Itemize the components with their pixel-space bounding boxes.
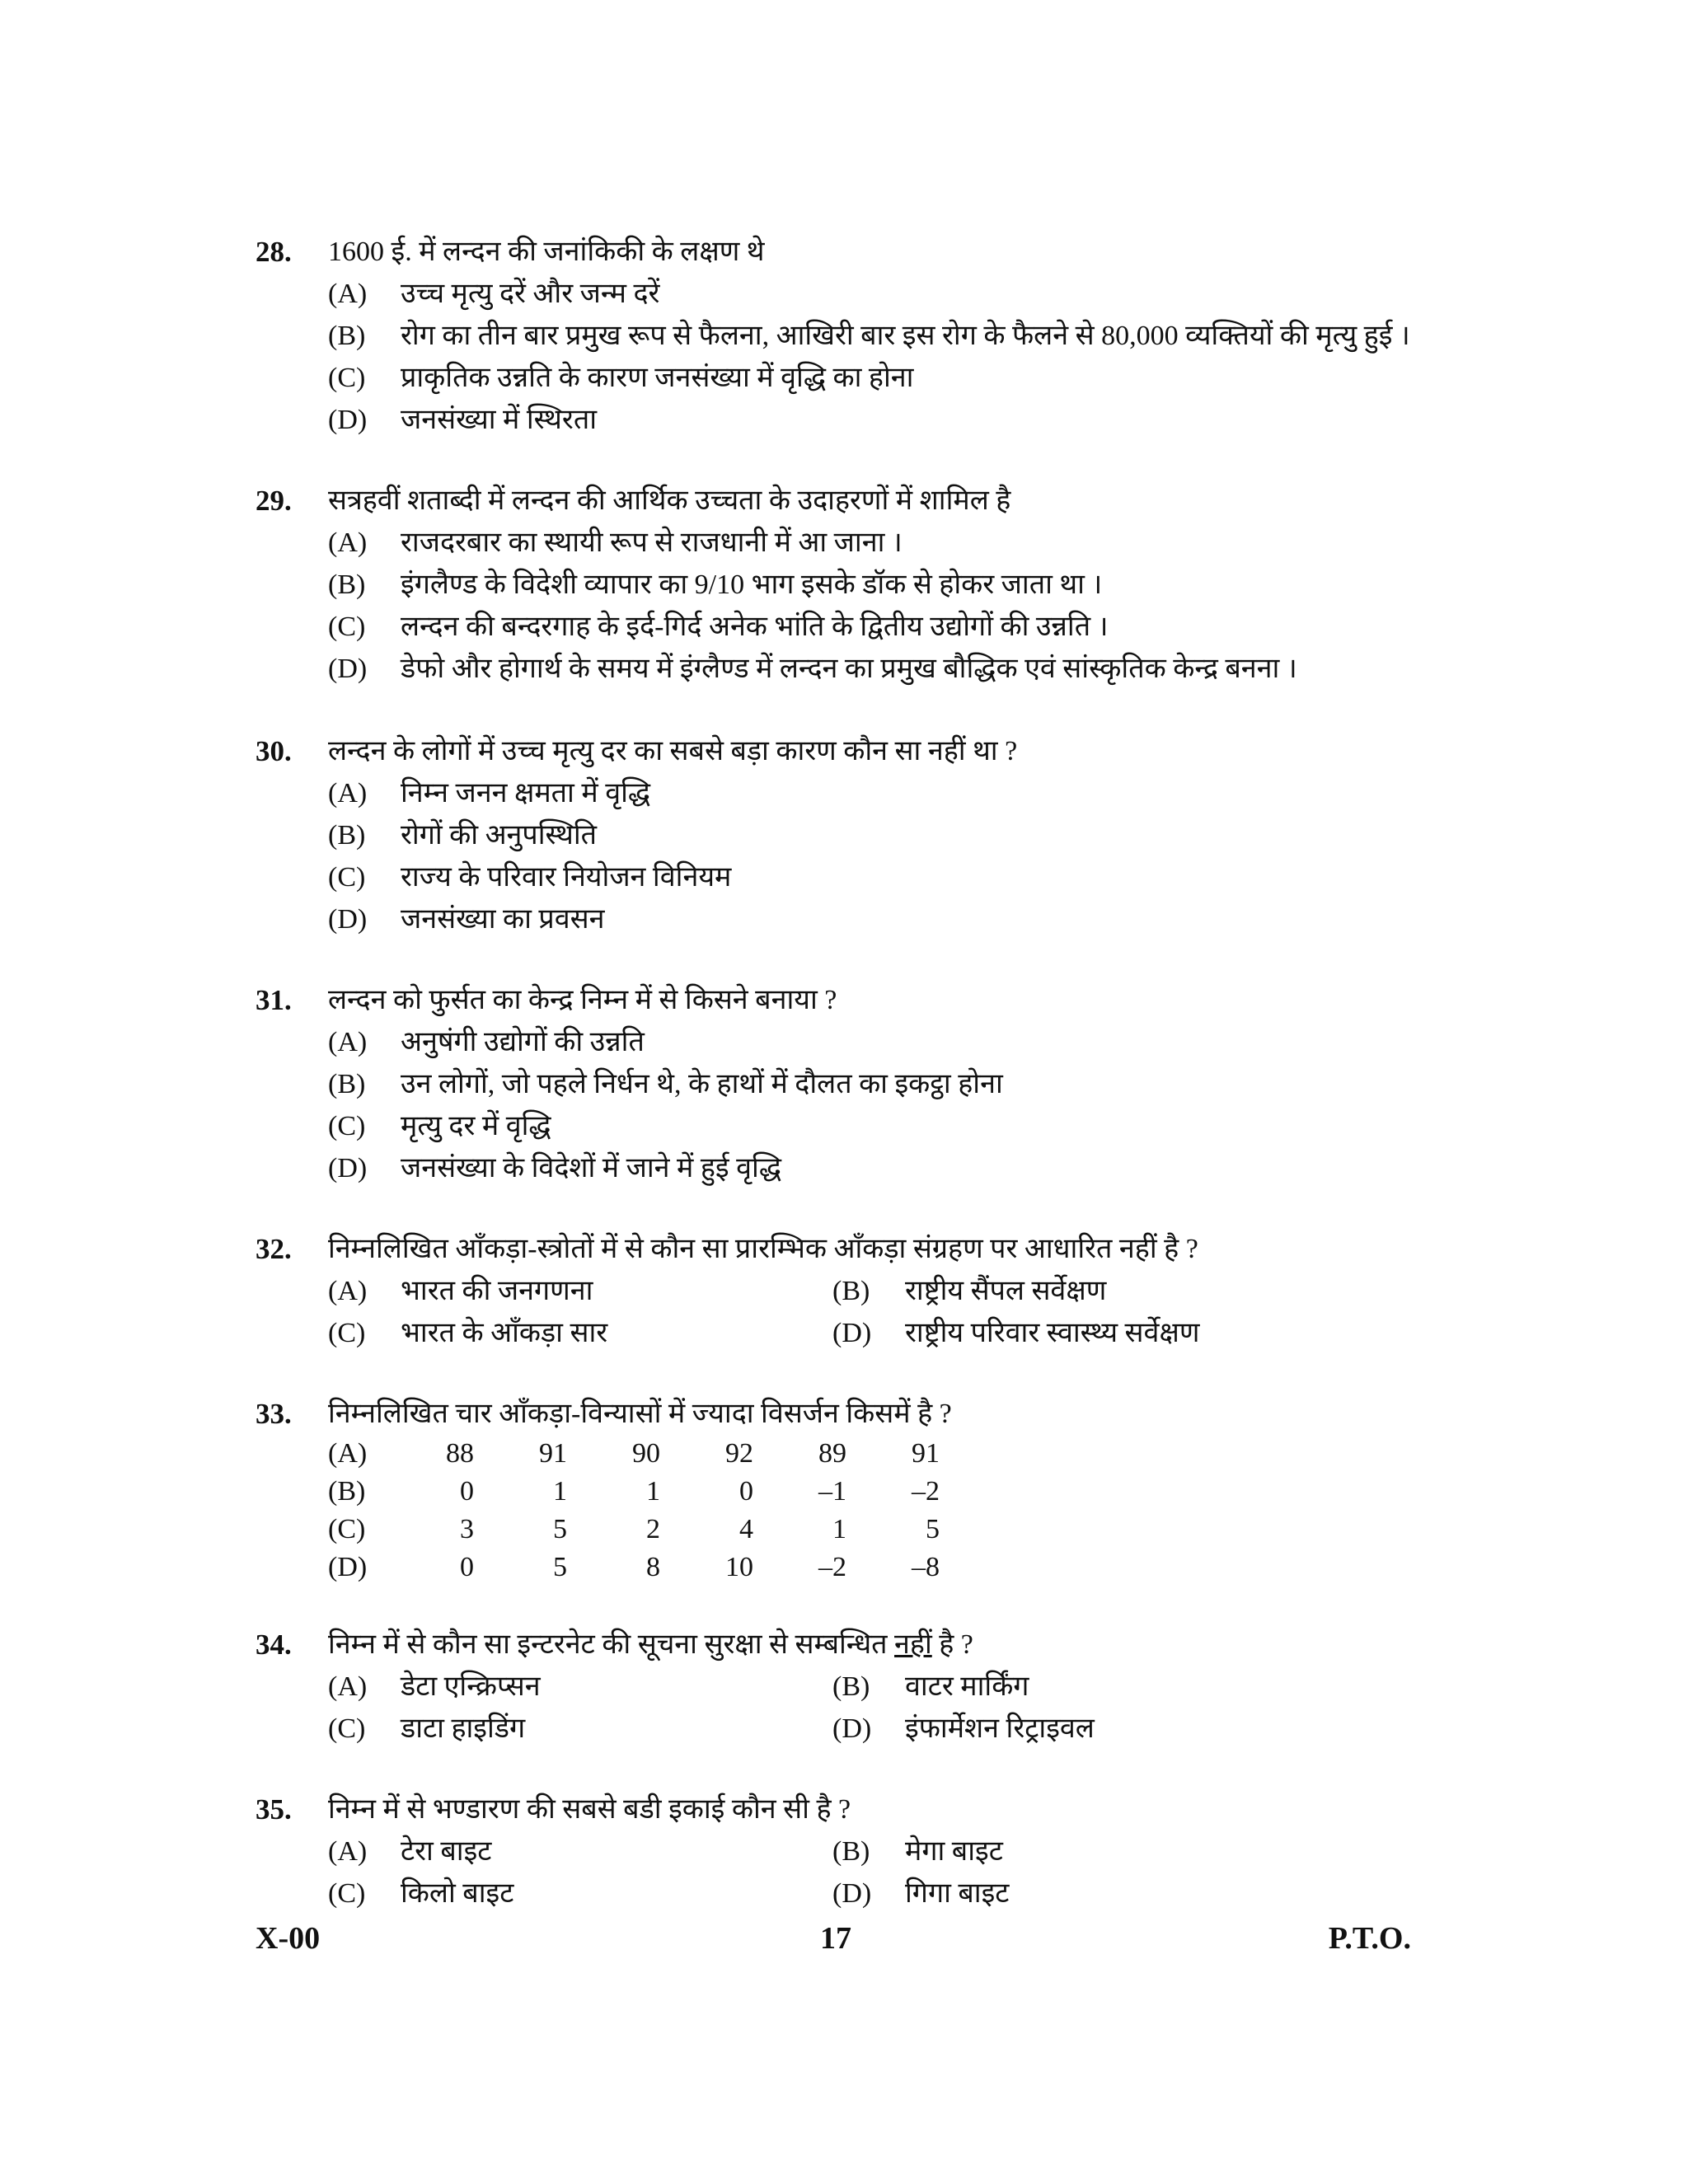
data-sets-table <box>328 1435 940 1586</box>
question-31 <box>256 979 1442 1189</box>
options-grid <box>256 1830 1442 1915</box>
data-value: –1 <box>818 1476 846 1507</box>
option-label: (C) <box>328 1713 366 1744</box>
question-number: 31. <box>256 984 292 1016</box>
options-grid <box>256 1270 1442 1354</box>
option-text: निम्न जनन क्षमता में वृद्धि <box>401 778 651 808</box>
data-value: 0 <box>739 1476 753 1507</box>
data-value: –8 <box>912 1552 940 1582</box>
option-text: राष्ट्रीय परिवार स्वास्थ्य सर्वेक्षण <box>905 1318 1200 1348</box>
option-a <box>328 1666 832 1708</box>
option-text: इंगलैण्ड के विदेशी व्यापार का 9/10 भाग इसके डॉक से होकर जाता था । <box>401 569 1103 600</box>
option-text: टेरा बाइट <box>401 1836 492 1867</box>
option-text: जनसंख्या में स्थिरता <box>401 405 597 435</box>
question-number: 35. <box>256 1793 292 1825</box>
data-value: 8 <box>646 1552 660 1582</box>
data-value: 1 <box>832 1514 846 1544</box>
option-a <box>328 522 1442 564</box>
data-value: 4 <box>739 1514 753 1544</box>
option-label: (B) <box>328 820 366 851</box>
data-set-row <box>328 1549 940 1586</box>
data-value: 91 <box>912 1438 940 1469</box>
option-a <box>328 1270 832 1312</box>
option-label: (A) <box>328 1027 368 1057</box>
option-text: डेटा एन्क्रिप्सन <box>401 1671 541 1702</box>
option-text: इंफार्मेशन रिट्राइवल <box>905 1713 1095 1744</box>
option-text: वाटर मार्किंग <box>905 1671 1029 1702</box>
option-label: (B) <box>328 1069 366 1099</box>
option-label: (A) <box>328 1276 368 1306</box>
question-text: 1600 ई. में लन्दन की जनांकिकी के लक्षण थे <box>328 237 765 267</box>
option-label: (B) <box>832 1836 870 1867</box>
row-label: (D) <box>328 1552 368 1582</box>
option-label: (C) <box>328 612 366 642</box>
option-label: (D) <box>832 1318 872 1348</box>
option-label: (B) <box>832 1276 870 1306</box>
option-d <box>832 1312 1426 1354</box>
option-label: (B) <box>328 569 366 600</box>
option-text: भारत की जनगणना <box>401 1276 593 1306</box>
data-value: 91 <box>539 1438 567 1469</box>
option-text: राज्य के परिवार नियोजन विनियम <box>401 862 732 893</box>
option-c <box>328 1872 832 1915</box>
data-set-row <box>328 1473 940 1511</box>
option-b <box>328 814 1442 856</box>
options-list <box>256 522 1442 690</box>
option-label: (C) <box>328 862 366 893</box>
option-text: डेफो और होगार्थ के समय में इंग्लैण्ड में लन्दन का प्रमुख बौद्धिक एवं सांस्कृतिक केन्द्र बनना । <box>401 654 1297 684</box>
question-text <box>328 1629 973 1660</box>
option-label: (A) <box>328 778 368 808</box>
data-value: 5 <box>926 1514 940 1544</box>
option-label: (C) <box>328 1318 366 1348</box>
option-text: भारत के आँकड़ा सार <box>401 1318 608 1348</box>
option-label: (A) <box>328 527 368 558</box>
question-28 <box>256 231 1442 441</box>
option-label: (A) <box>328 1671 368 1702</box>
option-d <box>832 1872 1426 1915</box>
option-a <box>328 1021 1442 1063</box>
option-text: राजदरबार का स्थायी रूप से राजधानी में आ जाना । <box>401 527 903 558</box>
option-text: रोगों की अनुपस्थिति <box>401 820 597 851</box>
data-value: 3 <box>460 1514 474 1544</box>
question-text: लन्दन के लोगों में उच्च मृत्यु दर का सबसे बड़ा कारण कौन सा नहीं था ? <box>328 736 1018 766</box>
option-c <box>328 1312 832 1354</box>
option-d <box>328 399 1442 441</box>
question-29 <box>256 480 1442 690</box>
data-set-row <box>328 1435 940 1473</box>
data-value: 1 <box>553 1476 567 1507</box>
option-label: (D) <box>832 1878 872 1909</box>
question-32 <box>256 1228 1442 1354</box>
option-text: किलो बाइट <box>401 1878 514 1909</box>
option-d <box>328 648 1442 690</box>
option-d <box>328 1147 1442 1189</box>
option-c <box>328 1708 832 1750</box>
options-list <box>256 1021 1442 1189</box>
option-label: (B) <box>328 321 366 351</box>
option-text: राष्ट्रीय सैंपल सर्वेक्षण <box>905 1276 1107 1306</box>
question-number: 28. <box>256 236 292 268</box>
data-set-row <box>328 1511 940 1549</box>
question-number: 34. <box>256 1629 292 1661</box>
paper-code: X-00 <box>256 1921 321 1956</box>
option-label: (A) <box>328 1836 368 1867</box>
row-label: (C) <box>328 1514 366 1544</box>
option-b <box>328 315 1442 357</box>
question-30 <box>256 730 1442 940</box>
data-value: 5 <box>553 1552 567 1582</box>
pto-label: P.T.O. <box>1328 1921 1411 1956</box>
question-number: 29. <box>256 485 292 517</box>
question-35 <box>256 1788 1442 1915</box>
question-text-part: निम्न में से कौन सा इन्टरनेट की सूचना सुरक्षा से सम्बन्धित <box>328 1629 895 1660</box>
data-value: 1 <box>646 1476 660 1507</box>
option-label: (D) <box>328 904 368 935</box>
option-d <box>328 898 1442 940</box>
data-value: –2 <box>912 1476 940 1507</box>
option-text: उन लोगों, जो पहले निर्धन थे, के हाथों में दौलत का इकट्ठा होना <box>401 1069 1003 1099</box>
option-a <box>328 273 1442 315</box>
option-b <box>832 1270 1426 1312</box>
option-b <box>328 1063 1442 1105</box>
data-value: 10 <box>725 1552 753 1582</box>
option-text: गिगा बाइट <box>905 1878 1010 1909</box>
data-value: 5 <box>553 1514 567 1544</box>
option-label: (D) <box>328 405 368 435</box>
option-a <box>328 772 1442 814</box>
question-text: निम्नलिखित चार आँकड़ा-विन्यासों में ज्यादा विसर्जन किसमें है ? <box>328 1399 952 1429</box>
data-value: 92 <box>725 1438 753 1469</box>
data-value: –2 <box>818 1552 846 1582</box>
option-c <box>328 856 1442 898</box>
row-label: (B) <box>328 1476 366 1507</box>
option-b <box>832 1830 1426 1872</box>
question-text: लन्दन को फुर्सत का केन्द्र निम्न में से किसने बनाया ? <box>328 985 837 1015</box>
options-grid <box>256 1666 1442 1750</box>
option-text: रोग का तीन बार प्रमुख रूप से फैलना, आखिरी बार इस रोग के फैलने से 80,000 व्यक्तियों की मृत्यु हुई । <box>401 321 1410 351</box>
options-list <box>256 273 1442 441</box>
option-text: लन्दन की बन्दरगाह के इर्द-गिर्द अनेक भांति के द्वितीय उद्योगों की उन्नति । <box>401 612 1109 642</box>
question-text: निम्नलिखित आँकड़ा-स्त्रोतों में से कौन सा प्रारम्भिक आँकड़ा संग्रहण पर आधारित नहीं है ? <box>328 1234 1198 1264</box>
option-label: (A) <box>328 279 368 309</box>
option-label: (C) <box>328 1111 366 1141</box>
question-number: 30. <box>256 735 292 767</box>
option-text: प्राकृतिक उन्नति के कारण जनसंख्या में वृद्धि का होना <box>401 363 914 393</box>
data-value: 89 <box>818 1438 846 1469</box>
row-label: (A) <box>328 1438 368 1469</box>
data-value: 88 <box>446 1438 474 1469</box>
option-label: (C) <box>328 1878 366 1909</box>
option-text: अनुषंगी उद्योगों की उन्नति <box>401 1027 645 1057</box>
data-value: 0 <box>460 1552 474 1582</box>
question-text-part: है ? <box>931 1629 973 1660</box>
question-34 <box>256 1624 1442 1750</box>
option-text: जनसंख्या के विदेशों में जाने में हुई वृद्धि <box>401 1153 781 1183</box>
question-33 <box>256 1393 1442 1586</box>
option-c <box>328 606 1442 648</box>
data-value: 0 <box>460 1476 474 1507</box>
options-list <box>256 772 1442 940</box>
question-number: 32. <box>256 1233 292 1265</box>
option-label: (C) <box>328 363 366 393</box>
option-label: (B) <box>832 1671 870 1702</box>
option-label: (D) <box>328 1153 368 1183</box>
option-b <box>328 564 1442 606</box>
question-text: निम्न में से भण्डारण की सबसे बडी इकाई कौन सी है ? <box>328 1794 851 1825</box>
option-text: मेगा बाइट <box>905 1836 1003 1867</box>
option-text: मृत्यु दर में वृद्धि <box>401 1111 551 1141</box>
option-text: उच्च मृत्यु दरें और जन्म दरें <box>401 279 660 309</box>
data-value: 2 <box>646 1514 660 1544</box>
option-a <box>328 1830 832 1872</box>
option-label: (D) <box>832 1713 872 1744</box>
option-b <box>832 1666 1426 1708</box>
option-text: जनसंख्या का प्रवसन <box>401 904 605 935</box>
underlined-negation: नहीं <box>894 1629 932 1660</box>
option-c <box>328 357 1442 399</box>
question-text: सत्रहवीं शताब्दी में लन्दन की आर्थिक उच्चता के उदाहरणों में शामिल है <box>328 485 1011 516</box>
data-value: 90 <box>632 1438 660 1469</box>
option-d <box>832 1708 1426 1750</box>
option-label: (D) <box>328 654 368 684</box>
question-number: 33. <box>256 1398 292 1430</box>
page-number: 17 <box>820 1921 851 1956</box>
option-c <box>328 1105 1442 1147</box>
option-text: डाटा हाइडिंग <box>401 1713 526 1744</box>
